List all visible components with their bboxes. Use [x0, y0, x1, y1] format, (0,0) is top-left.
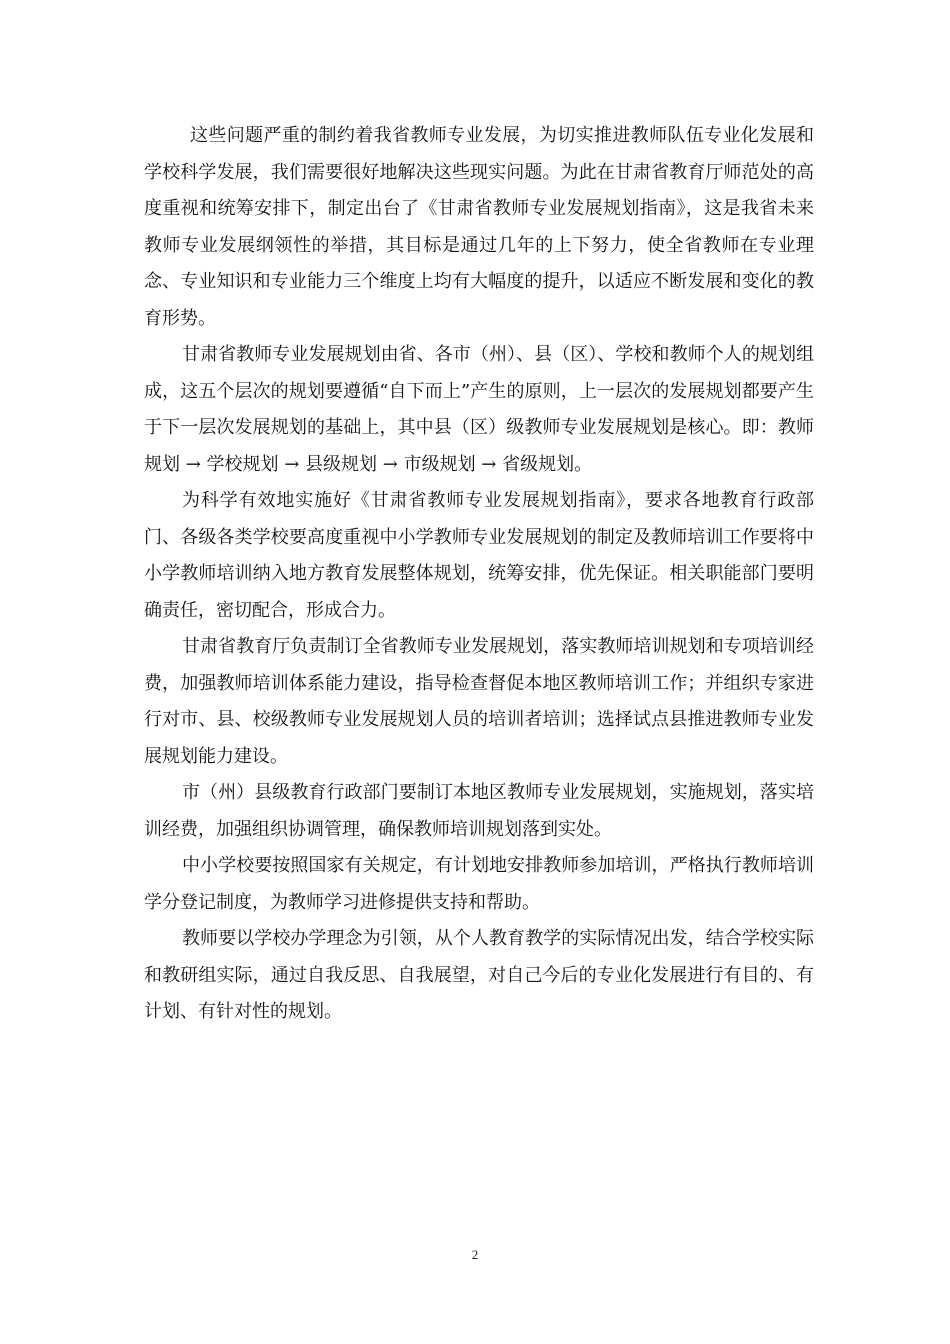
paragraph-2: 甘肃省教师专业发展规划由省、各市（州）、县（区）、学校和教师个人的规划组成，这五个层次的规划要遵循“自下而上”产生的原则，上一层次的发展规划都要产生于下一层次发展规划的基础上，其中县（区）级教师专业发展规划是核心。即：教师规划 → 学校规划 → 县级规划 → 市级规划 → 省级规划。	[144, 344, 814, 475]
page-number: 2	[471, 1247, 479, 1262]
paragraph-6: 中小学校要按照国家有关规定，有计划地安排教师参加培训，严格执行教师培训学分登记制度，为教师学习进修提供支持和帮助。	[144, 855, 814, 913]
paragraph-5: 市（州）县级教育行政部门要制订本地区教师专业发展规划，实施规划，落实培训经费，加强组织协调管理，确保教师培训规划落到实处。	[144, 782, 814, 840]
paragraph-3: 为科学有效地实施好《甘肃省教师专业发展规划指南》，要求各地教育行政部门、各级各类学校要高度重视中小学教师专业发展规划的制定及教师培训工作要将中小学教师培训纳入地方教育发展整体规划，统筹安排，优先保证。相关职能部门要明确责任，密切配合，形成合力。	[144, 490, 814, 621]
paragraph-7: 教师要以学校办学理念为引领，从个人教育教学的实际情况出发，结合学校实际和教研组实际，通过自我反思、自我展望，对自己今后的专业化发展进行有目的、有计划、有针对性的规划。	[144, 928, 814, 1022]
paragraph-1: 这些问题严重的制约着我省教师专业发展，为切实推进教师队伍专业化发展和学校科学发展，我们需要很好地解决这些现实问题。为此在甘肃省教育厅师范处的高度重视和统筹安排下，制定出台了《甘肃省教师专业发展规划指南》，这是我省未来教师专业发展纲领性的举措，其目标是通过几年的上下努力，使全省教师在专业理念、专业知识和专业能力三个维度上均有大幅度的提升，以适应不断发展和变化的教育形势。	[144, 125, 814, 329]
paragraph-4: 甘肃省教育厅负责制订全省教师专业发展规划，落实教师培训规划和专项培训经费，加强教师培训体系能力建设，指导检查督促本地区教师培训工作；并组织专家进行对市、县、校级教师专业发展规划人员的培训者培训；选择试点县推进教师专业发展规划能力建设。	[144, 636, 814, 767]
document-body	[144, 118, 814, 1031]
